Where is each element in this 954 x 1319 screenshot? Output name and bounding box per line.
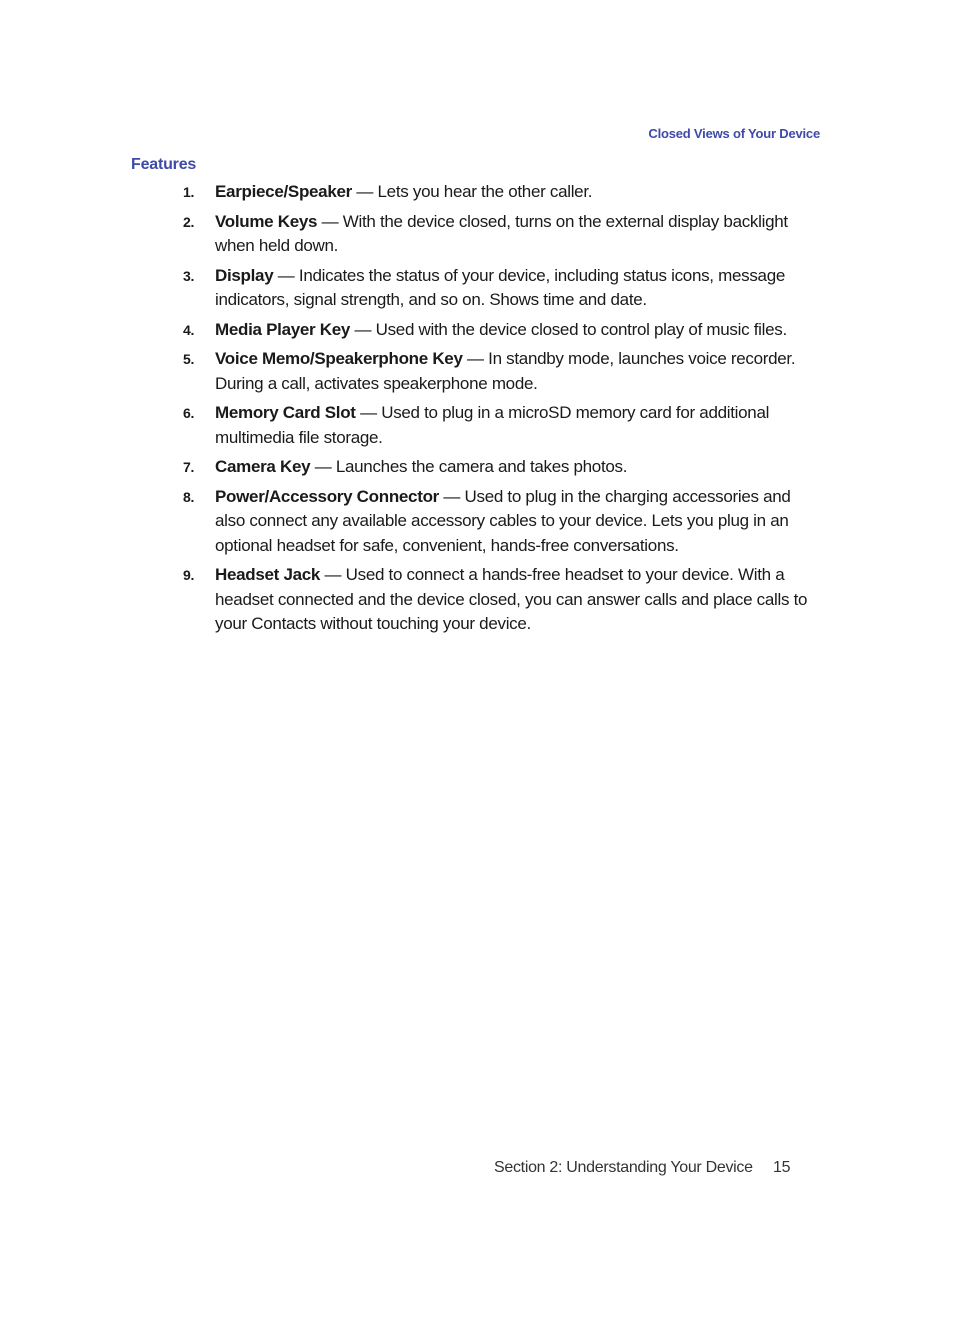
feature-text	[215, 485, 823, 559]
feature-name: Voice Memo/Speakerphone Key	[215, 349, 463, 368]
feature-number: 5.	[183, 351, 195, 367]
feature-number: 8.	[183, 488, 195, 505]
feature-text	[215, 210, 823, 259]
feature-number: 7.	[183, 459, 195, 475]
feature-text	[215, 180, 823, 205]
footer-section-label: Section 2: Understanding Your Device	[494, 1159, 753, 1176]
feature-description: — Indicates the status of your device, including status icons, message indicators, signal strength, and so on. Shows time and date.	[215, 265, 786, 309]
section-heading: Features	[131, 156, 197, 173]
feature-description: — Used to plug in the charging accessories and also connect any available accessory cables to your device. Lets you plug in an optional headset for safe, convenient, hands-free conversations.	[215, 486, 791, 555]
feature-name: Media Player Key	[215, 319, 351, 339]
feature-description: — In standby mode, launches voice recorder. During a call, activates speakerphone mode.	[215, 349, 796, 393]
page-number: 15	[773, 1159, 791, 1176]
feature-number: 6.	[183, 405, 195, 421]
feature-description: — Used to connect a hands-free headset to your device. With a headset connected and the device closed, you can answer calls and place calls to your Contacts without touching your device.	[215, 565, 808, 633]
feature-item	[183, 210, 823, 259]
feature-item	[183, 264, 823, 313]
feature-name: Earpiece/Speaker	[215, 182, 352, 201]
feature-name: Volume Keys	[215, 211, 318, 231]
feature-text	[215, 318, 823, 343]
feature-item	[183, 455, 823, 480]
feature-description: — Used to plug in a microSD memory card for additional multimedia file storage.	[215, 403, 770, 447]
feature-name: Headset Jack	[215, 565, 321, 584]
feature-name: Memory Card Slot	[215, 403, 356, 422]
feature-description: — Launches the camera and takes photos.	[310, 457, 628, 476]
feature-text	[215, 264, 823, 313]
feature-description: — Used with the device closed to control play of music files.	[350, 319, 787, 339]
feature-text	[215, 401, 823, 450]
feature-text	[215, 455, 823, 480]
feature-name: Power/Accessory Connector	[215, 486, 439, 506]
feature-item	[183, 180, 823, 205]
feature-item	[183, 401, 823, 450]
feature-number: 2.	[183, 213, 195, 230]
feature-name: Camera Key	[215, 457, 311, 476]
feature-text	[215, 563, 823, 637]
feature-number: 4.	[183, 321, 195, 338]
running-header: Closed Views of Your Device	[648, 126, 820, 141]
feature-item	[183, 318, 823, 343]
page-footer	[494, 1159, 791, 1177]
feature-name: Display	[215, 265, 274, 285]
feature-text	[215, 347, 823, 396]
feature-item	[183, 563, 823, 637]
feature-item	[183, 347, 823, 396]
feature-description: — Lets you hear the other caller.	[351, 182, 593, 201]
feature-item	[183, 485, 823, 559]
features-list	[183, 180, 823, 642]
feature-number: 3.	[183, 267, 195, 284]
feature-number: 9.	[183, 567, 195, 583]
feature-description: — With the device closed, turns on the external display backlight when held down.	[215, 211, 788, 255]
feature-number: 1.	[183, 184, 195, 200]
